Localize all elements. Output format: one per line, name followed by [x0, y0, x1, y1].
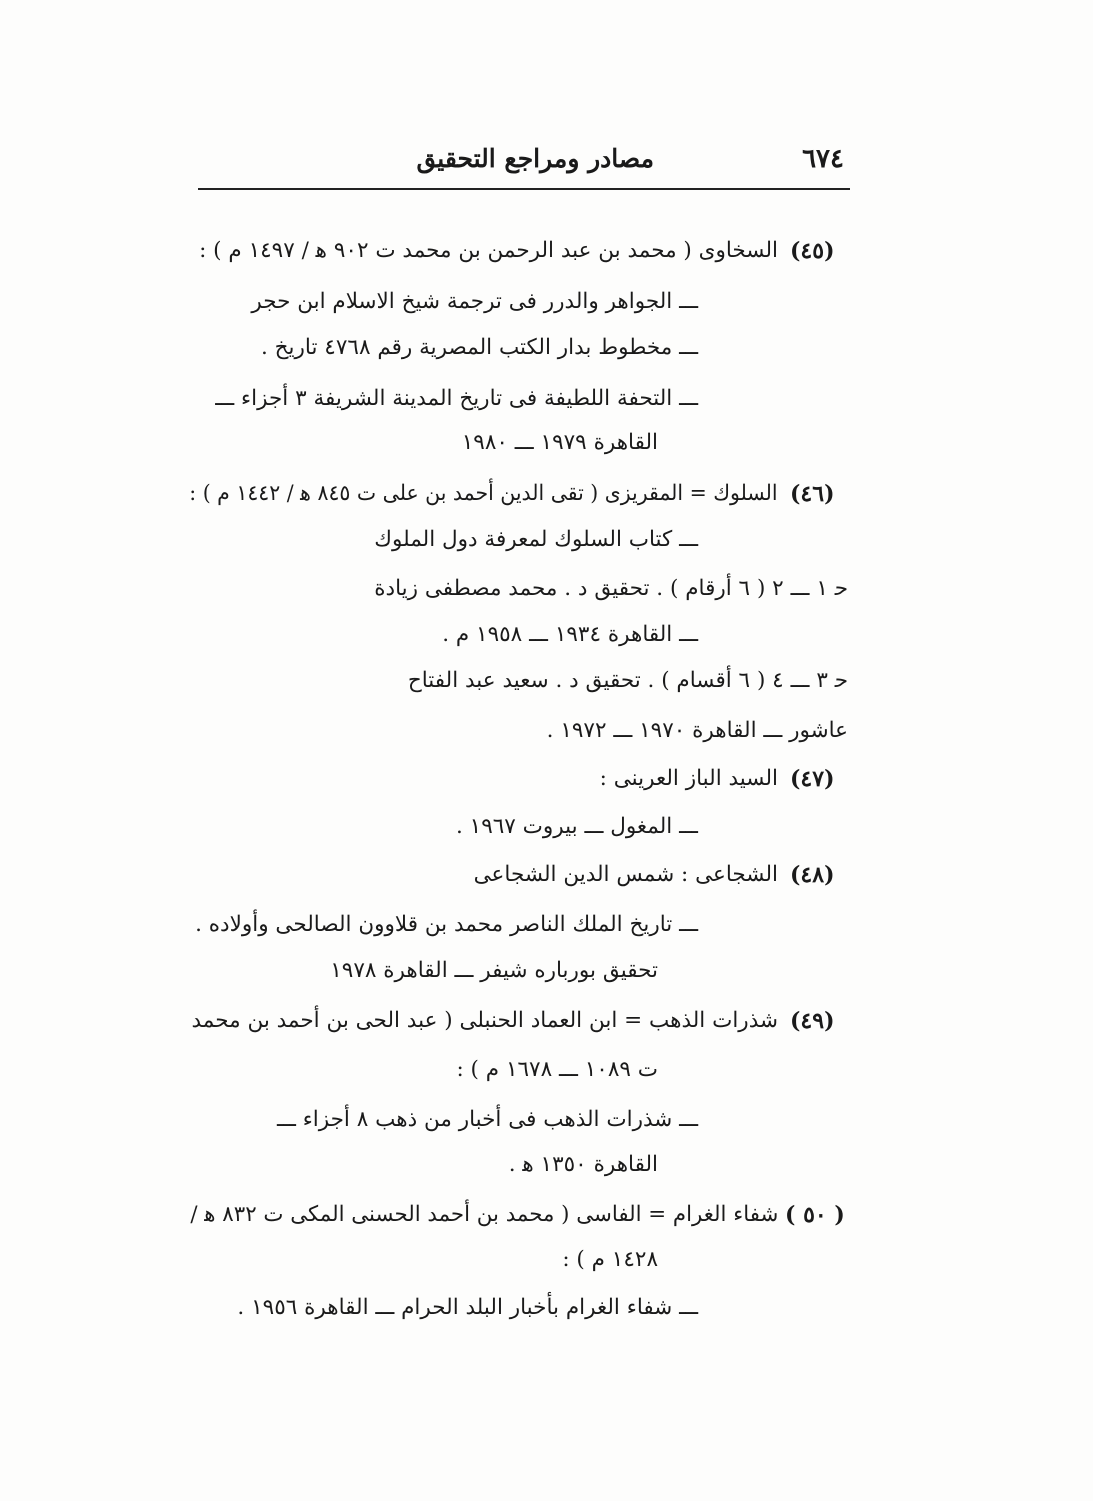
page-number: ٦٧٤: [802, 144, 844, 174]
entry-heading: شذرات الذهب = ابن العماد الحنبلى ( عبد الحى بن أحمد بن محمد: [191, 1008, 778, 1033]
entry-heading: السلوك = المقريزى ( تقى الدين أحمد بن على ت ٨٤٥ ﻫ / ١٤٤٢ م ) :: [189, 481, 778, 506]
entry-line: ـــ مخطوط بدار الكتب المصرية رقم ٤٧٦٨ تاريخ .: [261, 335, 698, 360]
entry-number: (٤٧): [790, 766, 835, 792]
entry-line: ـــ كتاب السلوك لمعرفة دول الملوك: [374, 527, 698, 552]
entry-line: تحقيق بورباره شيفر ـــ القاهرة ١٩٧٨: [330, 958, 658, 983]
entry-heading: الشجاعى : شمس الدين الشجاعى: [473, 862, 778, 887]
entry-line: ﺣ ١ ـــ ٢ ( ٦ أرقام ) . تحقيق د . محمد مصطفى زيادة: [374, 576, 848, 601]
entry-line: القاهرة ١٣٥٠ ﻫ .: [508, 1152, 658, 1177]
entry-heading: شفاء الغرام = الفاسى ( محمد بن أحمد الحسنى المكى ت ٨٣٢ ﻫ /: [189, 1202, 778, 1227]
entry-heading: السيد الباز العرينى :: [599, 766, 778, 791]
entry-line: ـــ القاهرة ١٩٣٤ ـــ ١٩٥٨ م .: [442, 622, 698, 647]
entry-line: ت ١٠٨٩ ـــ ١٦٧٨ م ) :: [456, 1057, 658, 1082]
entry-line: ـــ المغول ـــ بيروت ١٩٦٧ .: [455, 814, 698, 839]
entry-number: (٤٦): [790, 481, 835, 507]
entry-number: (٤٩): [790, 1008, 835, 1034]
entry-line: عاشور ـــ القاهرة ١٩٧٠ ـــ ١٩٧٢ .: [546, 718, 848, 743]
entry-line: ١٤٢٨ م ) :: [562, 1247, 658, 1272]
running-title: مصادر ومراجع التحقيق: [416, 144, 654, 173]
page-header: [198, 138, 850, 188]
entry-line: ـــ تاريخ الملك الناصر محمد بن قلاوون الصالحى وأولاده .: [195, 912, 698, 937]
entry-heading: السخاوى ( محمد بن عبد الرحمن بن محمد ت ٩٠٢ ﻫ / ١٤٩٧ م ) :: [199, 238, 778, 263]
entry-line: ﺣ ٣ ـــ ٤ ( ٦ أقسام ) . تحقيق د . سعيد عبد الفتاح: [407, 668, 848, 693]
entry-line: ـــ التحفة اللطيفة فى تاريخ المدينة الشريفة ٣ أجزاء ـــ: [215, 386, 698, 411]
entry-number: ( ٥٠ ): [785, 1202, 845, 1228]
entry-line: ـــ الجواهر والدرر فى ترجمة شيخ الاسلام ابن حجر: [251, 289, 698, 314]
entry-line: ـــ شفاء الغرام بأخبار البلد الحرام ـــ القاهرة ١٩٥٦ .: [237, 1295, 698, 1320]
entry-line: ـــ شذرات الذهب فى أخبار من ذهب ٨ أجزاء ـــ: [276, 1107, 698, 1132]
entry-line: القاهرة ١٩٧٩ ـــ ١٩٨٠: [461, 430, 658, 455]
header-rule: [198, 188, 850, 190]
entry-number: (٤٨): [790, 862, 835, 888]
entry-number: (٤٥): [790, 238, 835, 264]
